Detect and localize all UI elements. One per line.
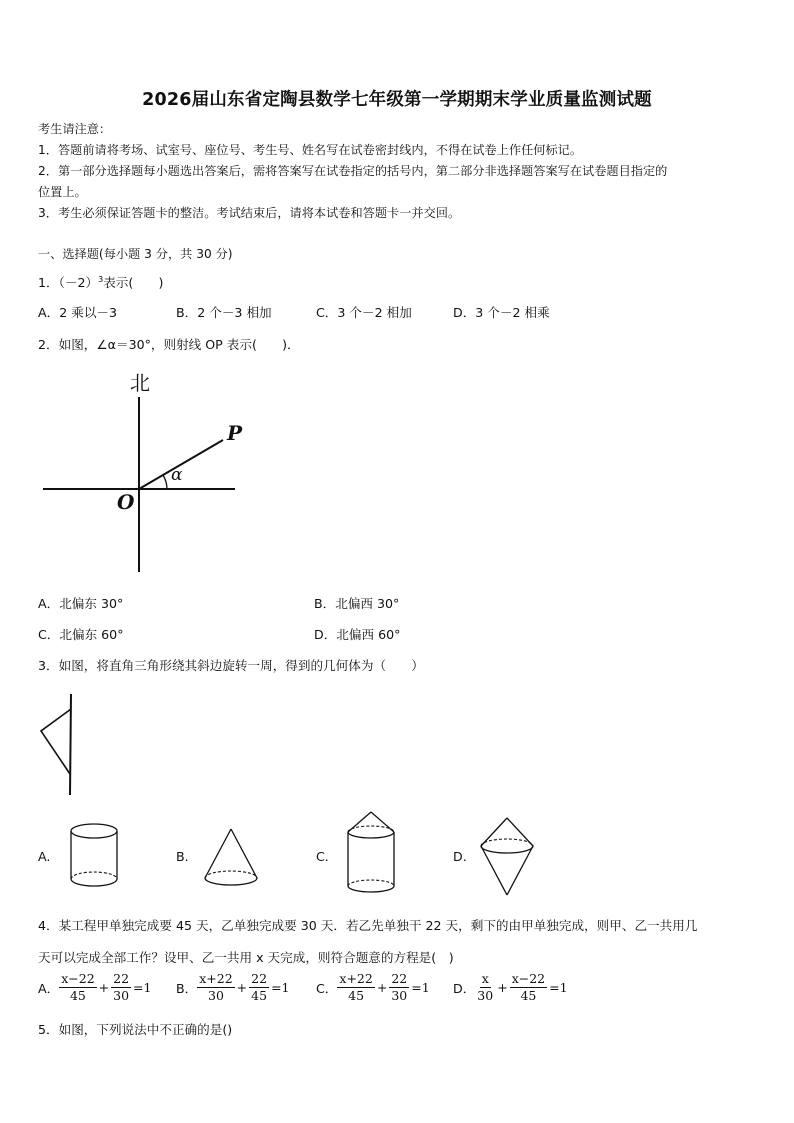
q4-option-a-label: A． <box>38 981 60 996</box>
q4-option-c[interactable]: C． $\frac{x+22}{45}$ + $\frac{22}{30}$ =1 <box>316 971 430 1003</box>
fraction: $\frac{x-22}{45}$ <box>511 971 546 1003</box>
q2-option-c[interactable]: C．北偏东 60° <box>38 627 124 642</box>
angle-alpha-label: α <box>171 465 183 485</box>
page-title: 2026届山东省定陶县数学七年级第一学期期末学业质量监测试题 <box>142 90 652 110</box>
north-label: 北 <box>130 371 150 395</box>
q4-option-a[interactable]: A． $\frac{x-22}{45}$ + $\frac{22}{30}$ =1 <box>38 971 152 1003</box>
q3-option-a[interactable]: A. <box>38 849 51 864</box>
question-3-stem: 3．如图，将直角三角形绕其斜边旋转一周，得到的几何体为（ ） <box>38 658 424 673</box>
cone-icon[interactable] <box>203 827 259 889</box>
fraction: $\frac{x}{30}$ <box>477 971 494 1003</box>
cylinder-icon[interactable] <box>70 822 120 888</box>
q1-option-a[interactable]: A．2 乘以－3 <box>38 305 118 320</box>
q2-option-a[interactable]: A．北偏东 30° <box>38 596 124 611</box>
q3-option-c[interactable]: C. <box>316 849 329 864</box>
q2-option-d[interactable]: D．北偏西 60° <box>314 627 401 642</box>
q4-option-b-label: B． <box>176 981 198 996</box>
q1-option-d[interactable]: D．3 个－2 相乘 <box>453 305 550 320</box>
fraction: $\frac{22}{45}$ <box>251 971 268 1003</box>
question-5-stem: 5．如图，下列说法中不正确的是() <box>38 1022 233 1037</box>
fraction: $\frac{x-22}{45}$ <box>61 971 95 1003</box>
q1-option-b[interactable]: B．2 个－3 相加 <box>176 305 272 320</box>
q4-option-b[interactable]: B． $\frac{x+22}{30}$ + $\frac{22}{45}$ =1 <box>176 971 290 1003</box>
question-2-stem: 2．如图，∠α＝30°，则射线 OP 表示( )． <box>38 337 300 352</box>
question-1-stem <box>38 272 163 291</box>
q3-option-d[interactable]: D. <box>453 849 467 864</box>
section-heading: 一、选择题(每小题 3 分，共 30 分) <box>38 247 233 261</box>
q3-triangle-figure <box>38 692 78 798</box>
fraction: $\frac{x+22}{45}$ <box>339 971 373 1003</box>
question-4-line-1: 4．某工程甲单独完成要 45 天，乙单独完成要 30 天．若乙先单独干 22 天，剩下的由甲单独完成，则甲、乙一共用几 <box>38 918 698 933</box>
q4-option-d-label: D． <box>453 981 476 996</box>
q1-base: 1．（－2） <box>38 275 99 290</box>
origin-o-label: O <box>117 490 135 514</box>
q4-option-c-label: C． <box>316 981 338 996</box>
q3-option-b[interactable]: B. <box>176 849 189 864</box>
q1-option-c[interactable]: C．3 个－2 相加 <box>316 305 412 320</box>
fraction: $\frac{22}{30}$ <box>113 971 130 1003</box>
q2-option-b[interactable]: B．北偏西 30° <box>314 596 400 611</box>
q1-suffix: 表示( ) <box>103 275 164 290</box>
double-cone-icon[interactable] <box>479 816 535 898</box>
cone-on-cylinder-icon[interactable] <box>346 811 398 895</box>
fraction: $\frac{x+22}{30}$ <box>199 971 233 1003</box>
q2-compass-figure <box>40 365 243 575</box>
q4-option-d[interactable]: D． $\frac{x}{30}$ + $\frac{x-22}{45}$ =1 <box>453 971 568 1003</box>
point-p-label: P <box>227 421 243 445</box>
q1-exponent: 3 <box>98 274 104 284</box>
notice-item-3: 3．考生必须保证答题卡的整洁。考试结束后，请将本试卷和答题卡一并交回。 <box>38 206 461 220</box>
fraction: $\frac{22}{30}$ <box>391 971 408 1003</box>
notice-item-1: 1．答题前请将考场、试室号、座位号、考生号、姓名写在试卷密封线内，不得在试卷上作任何标记。 <box>38 143 583 157</box>
question-4-line-2: 天可以完成全部工作？设甲、乙一共用 x 天完成，则符合题意的方程是( ) <box>38 950 454 965</box>
notice-item-2-cont: 位置上。 <box>38 185 87 199</box>
notice-heading: 考生请注意： <box>38 122 112 136</box>
notice-item-2: 2．第一部分选择题每小题选出答案后，需将答案写在试卷指定的括号内，第二部分非选择题答案写在试卷题目指定的 <box>38 164 668 178</box>
